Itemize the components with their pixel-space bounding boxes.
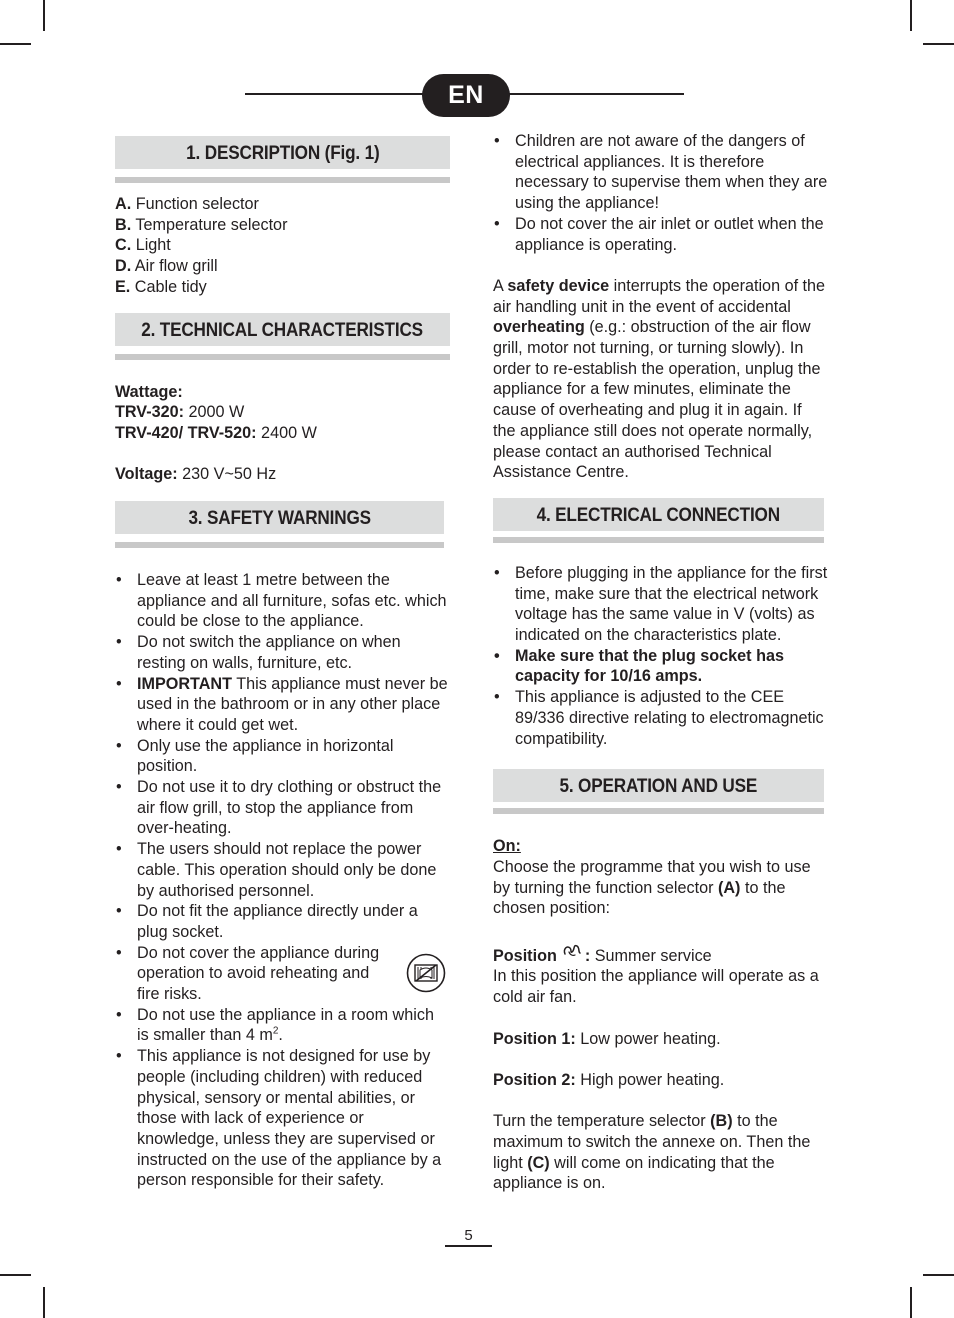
- list-item: • Children are not aware of the dangers of electrical appliances. It is therefore necessary to supervise them when they are using the appliance!: [493, 131, 828, 214]
- spec-row: TRV-320: 2000 W: [115, 403, 245, 422]
- crop-mark: [910, 0, 912, 31]
- on-paragraph: Choose the programme that you wish to use by turning the function selector (A) to the chosen position:: [493, 857, 811, 918]
- section-heading-technical: 2. TECHNICAL CHARACTERISTICS: [115, 313, 450, 346]
- description-list: [115, 194, 450, 298]
- safety-list-continued: [493, 131, 828, 255]
- position-2-line: Position 2: High power heating.: [493, 1070, 725, 1089]
- crop-mark: [43, 0, 45, 31]
- on-label: On:: [493, 837, 521, 856]
- list-item: D. Air flow grill: [115, 257, 218, 276]
- list-item: • Before plugging in the appliance for the first time, make sure that the electrical network voltage has the same value in V (volts) as indicated on the characteristics plate.: [493, 563, 828, 646]
- crop-mark: [0, 43, 31, 45]
- section-heading-operation: 5. OPERATION AND USE: [493, 769, 824, 802]
- page-number: 5: [464, 1227, 473, 1244]
- section-heading-safety: 3. SAFETY WARNINGS: [115, 501, 444, 534]
- temperature-paragraph: Turn the temperature selector (B) to the maximum to switch the annexe on. Then the light (C) will come on indicating that the appliance is on.: [493, 1112, 811, 1193]
- section-heading-description: 1. DESCRIPTION (Fig. 1): [115, 136, 450, 169]
- list-item: • Make sure that the plug socket has capacity for 10/16 amps.: [493, 646, 828, 687]
- list-item: • Do not fit the appliance directly under a plug socket.: [115, 901, 450, 942]
- technical-specs: [115, 382, 450, 486]
- list-item: B. Temperature selector: [115, 215, 288, 234]
- right-column: [493, 131, 828, 1194]
- list-item: • The users should not replace the power cable. This operation should only be done by authorised personnel.: [115, 839, 450, 901]
- crop-mark: [43, 1287, 45, 1318]
- fan-icon: [561, 940, 583, 962]
- position-fan-line: Position : Summer service: [493, 940, 828, 967]
- language-badge: EN: [422, 74, 510, 117]
- safety-device-paragraph: A safety device interrupts the operation of the air handling unit in the event of accidental overheating (e.g.: obstruction of the air flow grill, motor not turning, or turning slowly). In order to re-establish the operation, unplug the appliance for a few minutes, eliminate the cause of overheating and plug it in again. If the appliance still does not operate normally, please contact an authorised Technical Assistance Centre.: [493, 276, 826, 482]
- crop-mark: [923, 1274, 954, 1276]
- list-item: • Do not use the appliance in a room which is smaller than 4 $m^2$.: [115, 1005, 450, 1046]
- section-heading-electrical: 4. ELECTRICAL CONNECTION: [493, 498, 824, 531]
- spec-row: Voltage: 230 V~50 Hz: [115, 465, 277, 484]
- header-rule: [498, 93, 684, 95]
- operation-content: [493, 836, 828, 1194]
- list-item: • Do not cover the appliance during operation to avoid reheating and fire risks.: [115, 943, 450, 1005]
- header-rule: [245, 93, 435, 95]
- electrical-list: [493, 563, 828, 749]
- crop-mark: [0, 1274, 31, 1276]
- do-not-cover-icon: [406, 953, 446, 993]
- list-item: • Only use the appliance in horizontal position.: [115, 736, 450, 777]
- list-item: C. Light: [115, 236, 171, 255]
- wattage-label: Wattage:: [115, 382, 183, 401]
- list-item: • IMPORTANT This appliance must never be used in the bathroom or in any other place where it could get wet.: [115, 674, 450, 736]
- list-item: • Leave at least 1 metre between the appliance and all furniture, sofas etc. which could be close to the appliance.: [115, 570, 450, 632]
- list-item: • This appliance is adjusted to the CEE 89/336 directive relating to electromagnetic compatibility.: [493, 687, 828, 749]
- list-item: • Do not switch the appliance on when resting on walls, furniture, etc.: [115, 632, 450, 673]
- page-number-rule: [445, 1245, 492, 1247]
- left-column: [115, 136, 450, 1191]
- list-item: • This appliance is not designed for use by people (including children) with reduced physical, sensory or mental abilities, or those with lack of experience or knowledge, unless they are supervised or instructed on the use of the appliance by a person responsible for their safety.: [115, 1046, 450, 1191]
- position-1-line: Position 1: Low power heating.: [493, 1029, 721, 1048]
- safety-list: [115, 570, 450, 1191]
- list-item: • Do not cover the air inlet or outlet when the appliance is operating.: [493, 214, 828, 255]
- list-item: E. Cable tidy: [115, 277, 207, 296]
- crop-mark: [923, 43, 954, 45]
- position-fan-description: In this position the appliance will operate as a cold air fan.: [493, 967, 819, 1007]
- list-item: • Do not use it to dry clothing or obstruct the air flow grill, to stop the appliance from over-heating.: [115, 777, 450, 839]
- spec-row: TRV-420/ TRV-520: 2400 W: [115, 423, 317, 442]
- crop-mark: [910, 1287, 912, 1318]
- list-item: A. Function selector: [115, 195, 259, 213]
